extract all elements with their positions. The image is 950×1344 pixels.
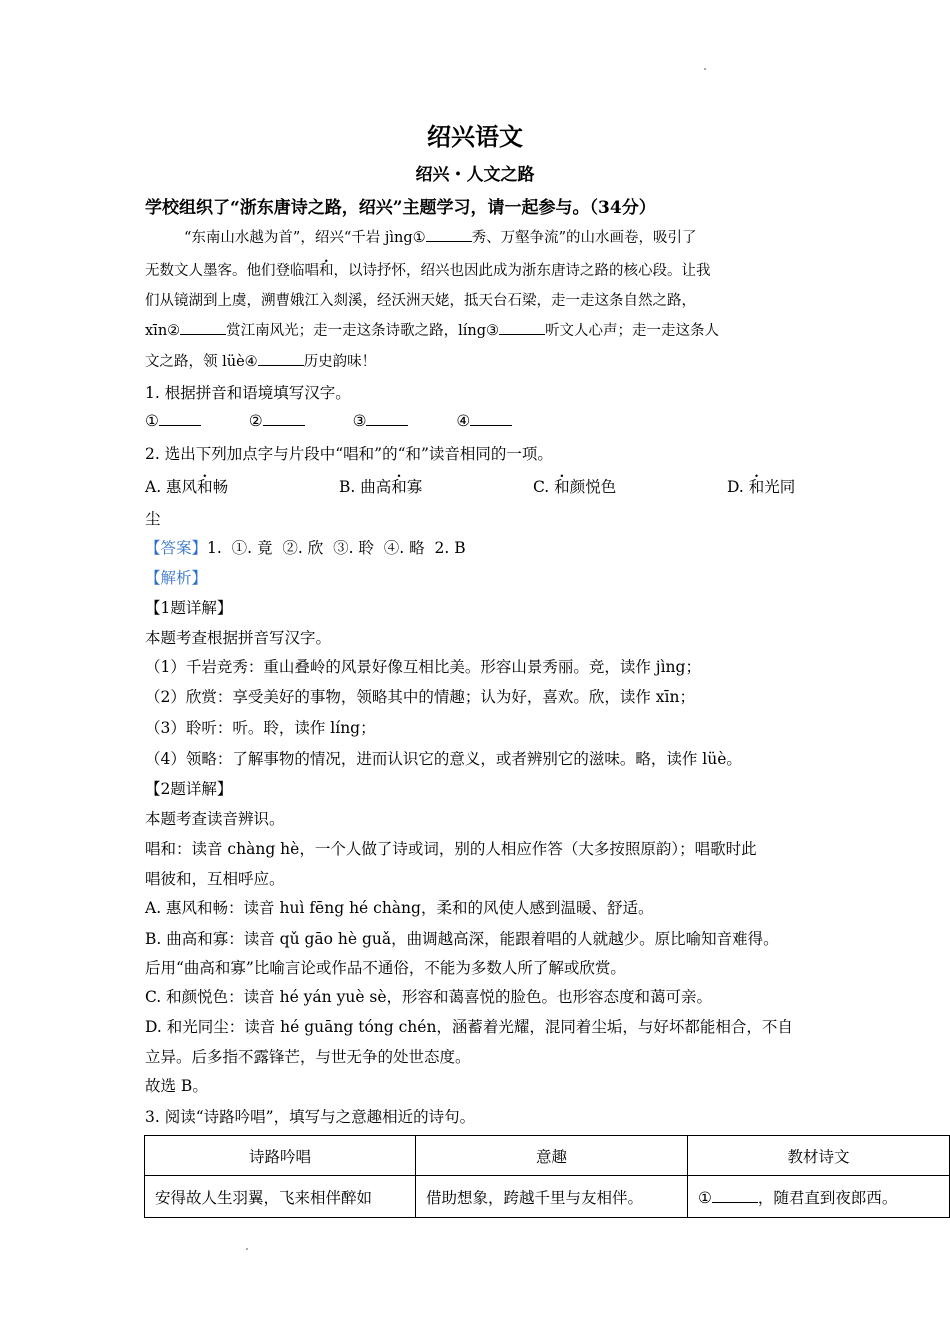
passage-text: xīn② <box>145 323 181 339</box>
question-2: 2. 选出下列加点字与片段中“唱和”的“和”读音相同的一项。 <box>145 445 553 463</box>
table-cell: 借助想象，跨越千里与友相伴。 <box>416 1176 688 1218</box>
fill-blank-3[interactable] <box>499 320 545 335</box>
blank-label-4: ④ <box>456 412 471 430</box>
option-b[interactable]: B. 曲高和寡 <box>339 478 423 496</box>
passage-text: 秀、万壑争流”的山水画卷，吸引了 <box>471 230 697 246</box>
detail-line: 本题考查读音辨识。 <box>145 810 285 828</box>
passage-text: “东南山水越为首”，绍兴“千岩 jìng① <box>184 230 426 246</box>
dotted-char: 和 <box>554 478 570 496</box>
table-fill-blank[interactable] <box>712 1188 758 1203</box>
option-a[interactable]: A. 惠风和畅 <box>145 478 229 496</box>
question-1-blanks <box>145 411 512 430</box>
question-1: 1. 根据拼音和语境填写汉字。 <box>145 384 351 402</box>
passage-text: 文之路，领 lüè④ <box>145 354 258 370</box>
table-cell-text: ，随君直到夜郎西。 <box>757 1188 898 1207</box>
table-cell-fill <box>688 1176 950 1218</box>
passage-line-5 <box>145 350 376 371</box>
detail-line: B. 曲高和寡：读音 qǔ gāo hè guǎ，曲调越高深，能跟着唱的人就越少。原比喻知音难得。 <box>145 930 779 948</box>
blank-label-2: ② <box>248 412 263 430</box>
detail-line: A. 惠风和畅：读音 huì fēng hé chàng，柔和的风使人感到温暖、舒适。 <box>145 899 654 917</box>
passage-line-1 <box>184 226 697 247</box>
fill-blank-2[interactable] <box>180 320 226 335</box>
intro-heading: 学校组织了“浙东唐诗之路，绍兴”主题学习，请一起参与。（34分） <box>145 198 656 218</box>
answer-blank-3[interactable] <box>366 411 408 426</box>
question-3: 3. 阅读“诗路吟唱”，填写与之意趣相近的诗句。 <box>145 1108 476 1126</box>
blank-label-1: ① <box>145 412 159 430</box>
answer-blank-4[interactable] <box>470 411 512 426</box>
fill-blank-4[interactable] <box>258 351 304 366</box>
detail-line: 唱和：读音 chàng hè，一个人做了诗或词，别的人相应作答（大多按照原韵）；唱歌时此 <box>145 840 757 858</box>
detail-line: D. 和光同尘：读音 hé guāng tóng chén，涵蓄着光耀，混同着尘垢，与好坏都能相合，不自 <box>145 1018 793 1036</box>
table-row <box>145 1176 950 1218</box>
option-c[interactable]: C. 和颜悦色 <box>533 478 617 496</box>
detail-line: （1）千岩竞秀：重山叠岭的风景好像互相比美。形容山景秀丽。竞，读作 jìng； <box>145 658 701 676</box>
detail-line: （4）领略：了解事物的情况，进而认识它的意义，或者辨别它的滋味。略，读作 lüè。 <box>145 750 742 768</box>
detail-line: （2）欣赏：享受美好的事物，领略其中的情趣；认为好，喜欢。欣，读作 xīn； <box>145 688 695 706</box>
table-header-cell: 意趣 <box>416 1136 688 1176</box>
detail-line: 故选 B。 <box>145 1077 208 1095</box>
blank-label: ① <box>698 1188 712 1207</box>
dotted-char: 和 <box>748 478 765 496</box>
scan-dot <box>246 1248 248 1250</box>
poetry-table <box>144 1135 950 1218</box>
detail-line: C. 和颜悦色：读音 hé yán yuè sè，形容和蔼喜悦的脸色。也形容态度和蔼可亲。 <box>145 988 713 1006</box>
answer-blank-1[interactable] <box>159 411 201 426</box>
fill-blank-1[interactable] <box>426 227 472 242</box>
passage-text: ，以诗抒怀，绍兴也因此成为浙东唐诗之路的核心段。让我 <box>333 263 711 279</box>
passage-text: 无数文人墨客。他们登临唱 <box>145 263 319 279</box>
page-subtitle: 绍兴・人文之路 <box>415 165 535 185</box>
table-header-cell: 教材诗文 <box>688 1136 950 1176</box>
detail-line: 本题考查根据拼音写汉字。 <box>145 629 332 647</box>
detail-line: （3）聆听：听。聆，读作 líng； <box>145 719 376 737</box>
scan-dot <box>704 68 706 70</box>
page-title: 绍兴语文 <box>427 122 523 151</box>
passage-line-3: 们从镜湖到上虞，溯曹娥江入剡溪，经沃洲天姥，抵天台石梁，走一走这条自然之路， <box>145 293 696 309</box>
option-d[interactable]: D. 和光同 <box>727 478 796 496</box>
passage-line-4 <box>145 319 719 340</box>
blank-label-3: ③ <box>352 412 367 430</box>
answer-tag: 【答案】 <box>145 539 208 557</box>
detail-line: 【1题详解】 <box>145 599 233 617</box>
passage-text: 历史韵味！ <box>303 354 377 370</box>
detail-line: 后用“曲高和寡”比喻言论或作品不通俗，不能为多数人所了解或欣赏。 <box>145 959 626 977</box>
detail-line: 【2题详解】 <box>145 780 233 798</box>
passage-text: 听文人心声；走一走这条人 <box>545 323 720 339</box>
analysis-tag: 【解析】 <box>145 569 208 587</box>
dotted-char: 和 <box>391 478 407 496</box>
detail-line: 立异。后多指不露锋芒，与世无争的处世态度。 <box>145 1048 471 1066</box>
answer-text: 1. ①. 竟 ②. 欣 ③. 聆 ④. 略 2. B <box>207 539 466 557</box>
dotted-char: 和 <box>319 263 334 279</box>
passage-line-2 <box>145 259 711 280</box>
table-cell: 安得故人生羽翼，飞来相伴醉如 <box>145 1176 416 1218</box>
answer-blank-2[interactable] <box>263 411 305 426</box>
table-header-cell: 诗路吟唱 <box>145 1136 416 1176</box>
dotted-char: 和 <box>197 478 213 496</box>
detail-line: 唱彼和，互相呼应。 <box>145 870 285 888</box>
answer-line <box>145 536 466 558</box>
passage-text: 赏江南风光；走一走这条诗歌之路，líng③ <box>226 323 500 339</box>
table-header-row <box>145 1136 950 1176</box>
option-d-wrap: 尘 <box>145 510 161 528</box>
